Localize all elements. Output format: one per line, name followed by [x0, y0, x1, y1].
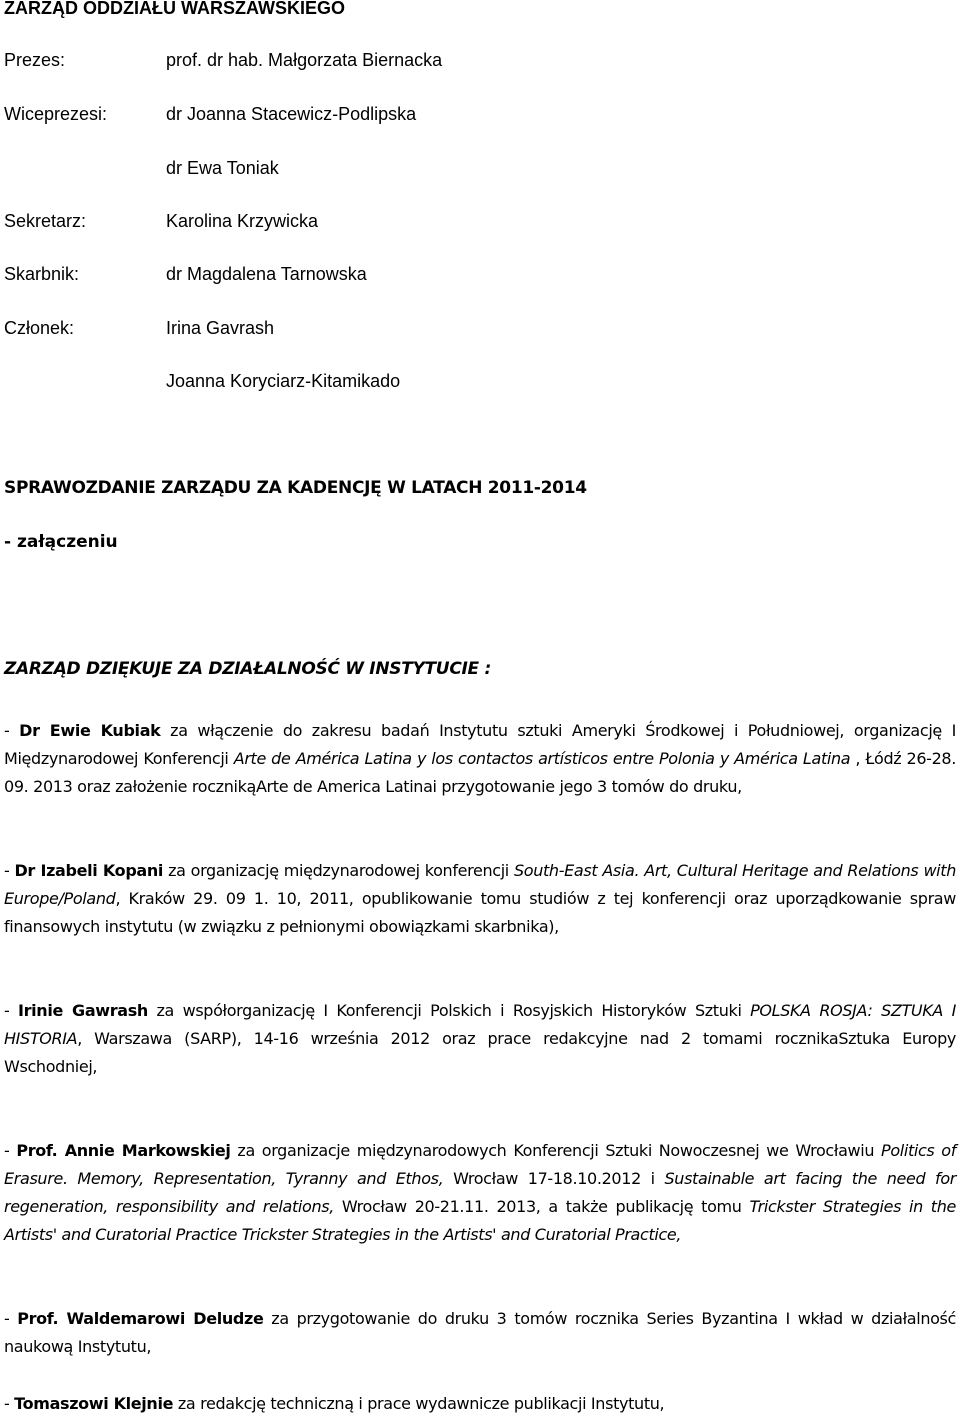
title-text: Arte de América Latina y los contactos artísticos entre Polonia y América Latina: [233, 749, 851, 768]
person-name: Prof. Waldemarowi Deludze: [17, 1309, 264, 1328]
roster-name: Irina Gavrash: [166, 318, 275, 338]
roster-name: Joanna Koryciarz-Kitamikado: [166, 371, 401, 391]
paragraph-text: za włączenie do zakresu badań Instytutu sztuki Ameryki Środkowej i Południowej, organizację I Międzynarodowej Konferencji: [4, 721, 956, 768]
person-name: Prof. Annie Markowskiej: [16, 1141, 231, 1160]
roster-role: Wiceprezesi:: [4, 104, 108, 124]
paragraph-text: za redakcję techniczną i prace wydawnicze publikacji Instytutu,: [173, 1394, 665, 1413]
paragraph-text: -: [4, 1001, 19, 1020]
title-text: Politics of Erasure. Memory, Representation, Tyranny and Ethos,: [4, 1141, 957, 1188]
roster-name: dr Magdalena Tarnowska: [166, 264, 367, 284]
roster-name: Karolina Krzywicka: [166, 211, 319, 231]
paragraph-text: za organizacje międzynarodowych Konferencji Sztuki Nowoczesnej we Wrocławiu: [230, 1141, 882, 1160]
title-text: POLSKA ROSJA: SZTUKA I HISTORIA: [4, 1001, 956, 1048]
person-name: Dr Ewie Kubiak: [19, 721, 161, 740]
thanks-heading: ZARZĄD DZIĘKUJE ZA DZIAŁALNOŚĆ W INSTYTUCIE :: [4, 659, 491, 679]
roster-role: Skarbnik:: [4, 264, 80, 284]
paragraph-text: -: [4, 1141, 17, 1160]
paragraph-text: , Kraków 29. 09 1. 10, 2011, opublikowanie tomu studiów z tej konferencji oraz uporządkowanie spraw finansowych instytutu (w związku z pełnionymi obowiązkami skarbnika),: [4, 889, 956, 936]
paragraph-text: -: [4, 1394, 15, 1413]
paragraph-text: -: [4, 1309, 18, 1328]
roster-role: Prezes:: [4, 50, 66, 70]
roster-role: Sekretarz:: [4, 211, 87, 231]
roster-name: prof. dr hab. Małgorzata Biernacka: [166, 50, 443, 70]
title-text: Sustainable art facing the need for regeneration, responsibility and relations,: [4, 1169, 956, 1216]
paragraph-text: Wrocław 20-21.11. 2013, a także publikację tomu: [333, 1197, 750, 1216]
report-subtitle: - załączeniu: [4, 532, 118, 552]
acknowledgement-paragraph: [4, 1390, 956, 1418]
paragraph-text: -: [4, 861, 15, 880]
title-text: Trickster Strategies in the Artists' and Curatorial Practice Trickster Strategies in the Artists' and Curatorial Practice,: [4, 1197, 956, 1244]
title-text: South-East Asia. Art, Cultural Heritage and Relations with Europe/Poland: [4, 861, 956, 908]
person-name: Tomaszowi Klejnie: [14, 1394, 174, 1413]
paragraph-text: , Warszawa (SARP), 14-16 września 2012 oraz prace redakcyjne nad 2 tomami rocznikaSztuka Europy Wschodniej,: [4, 1029, 956, 1076]
paragraph-text: , Łódź 26-28. 09. 2013 oraz założenie rocznikąArte de America Latinai przygotowanie jego 3 tomów do druku,: [4, 749, 956, 796]
acknowledgement-paragraph: [4, 1137, 956, 1249]
roster-name: dr Ewa Toniak: [166, 158, 279, 178]
roster-role: Członek:: [4, 318, 75, 338]
paragraph-text: za organizację międzynarodowej konferencji: [163, 861, 514, 880]
roster-name: dr Joanna Stacewicz-Podlipska: [166, 104, 417, 124]
report-title: SPRAWOZDANIE ZARZĄDU ZA KADENCJĘ W LATACH 2011-2014: [4, 478, 587, 498]
acknowledgement-paragraph: [4, 857, 956, 941]
acknowledgement-paragraph: [4, 997, 956, 1081]
paragraph-text: -: [4, 721, 20, 740]
paragraph-text: za przygotowanie do druku 3 tomów rocznika Series Byzantina I wkład w działalność naukową Instytutu,: [4, 1309, 956, 1356]
board-title: ZARZĄD ODDZIAŁU WARSZAWSKIEGO: [4, 0, 345, 18]
paragraph-text: Wrocław 17-18.10.2012 i: [443, 1169, 665, 1188]
person-name: Irinie Gawrash: [18, 1001, 148, 1020]
acknowledgement-paragraph: [4, 1305, 956, 1361]
person-name: Dr Izabeli Kopani: [14, 861, 164, 880]
paragraph-text: za współorganizację I Konferencji Polskich i Rosyjskich Historyków Sztuki: [147, 1001, 751, 1020]
acknowledgement-paragraph: [4, 717, 956, 801]
